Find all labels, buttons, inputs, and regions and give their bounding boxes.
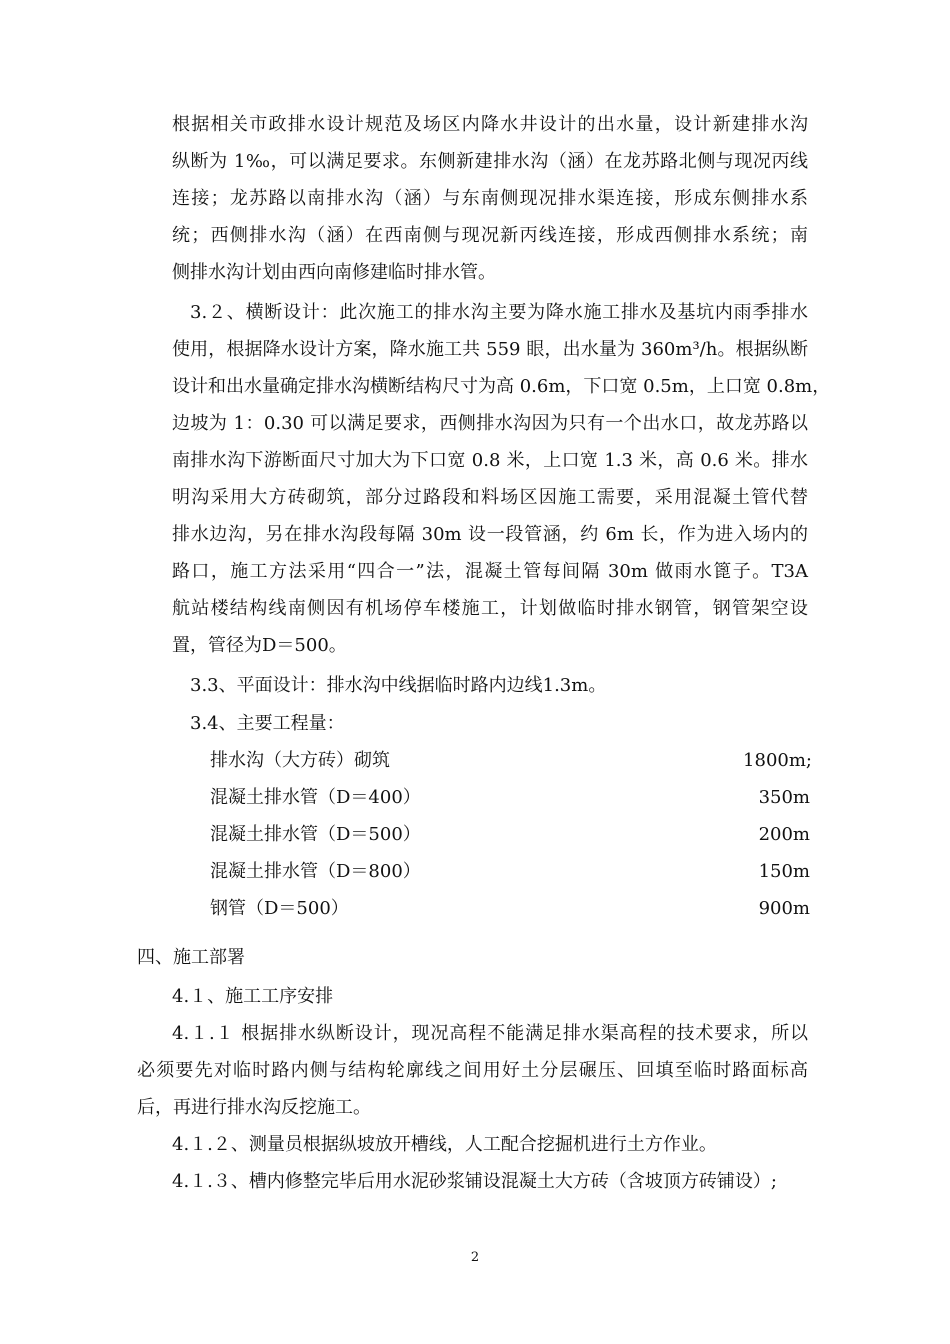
section-4-1-1-line: 必须要先对临时路内侧与结构轮廓线之间用好土分层碾压、回填至临时路面标高 <box>137 1060 808 1081</box>
quantity-item-name: 混凝土排水管（D＝500） <box>210 824 421 845</box>
section-3-2-line: 3.２、横断设计：此次施工的排水沟主要为降水施工排水及基坑内雨季排水 <box>190 302 808 323</box>
quantity-item-value: 1800m; <box>743 750 812 771</box>
quantity-item-name: 混凝土排水管（D＝400） <box>210 787 421 808</box>
section-3-4-title: 3.4、主要工程量： <box>190 713 345 734</box>
section-4-1-1-line: 4.１.１ 根据排水纵断设计，现况高程不能满足排水渠高程的技术要求，所以 <box>172 1023 808 1044</box>
quantity-item-name: 混凝土排水管（D＝800） <box>210 861 421 882</box>
quantity-item-name: 排水沟（大方砖）砌筑 <box>210 750 390 771</box>
quantity-item-value: 200m <box>758 824 810 845</box>
quantity-item-value: 900m <box>758 898 810 919</box>
section-3-2-line: 南排水沟下游断面尺寸加大为下口宽 0.8 米，上口宽 1.3 米，高 0.6 米。排水 <box>172 450 808 471</box>
section-4-heading: 四、施工部署 <box>137 947 245 968</box>
quantity-item-value: 150m <box>758 861 810 882</box>
section-4-1-1-line: 后，再进行排水沟反挖施工。 <box>137 1097 371 1118</box>
section-3-2-line: 设计和出水量确定排水沟横断结构尺寸为高 0.6m，下口宽 0.5m，上口宽 0.8m， <box>172 376 831 397</box>
quantity-item-value: 350m <box>758 787 810 808</box>
quantity-item-name: 钢管（D＝500） <box>210 898 349 919</box>
section-3-2-line: 明沟采用大方砖砌筑，部分过路段和料场区因施工需要，采用混凝土管代替 <box>172 487 808 508</box>
page-number: 2 <box>470 1250 480 1265</box>
paragraph-line: 根据相关市政排水设计规范及场区内降水井设计的出水量，设计新建排水沟 <box>172 114 808 135</box>
section-3-2-line: 边坡为 1：0.30 可以满足要求，西侧排水沟因为只有一个出水口，故龙苏路以 <box>172 413 808 434</box>
section-3-3: 3.3、平面设计：排水沟中线据临时路内边线1.3m。 <box>190 675 607 696</box>
paragraph-line: 连接；龙苏路以南排水沟（涵）与东南侧现况排水渠连接，形成东侧排水系 <box>172 188 808 209</box>
section-3-2-line: 航站楼结构线南侧因有机场停车楼施工，计划做临时排水钢管，钢管架空设 <box>172 598 808 619</box>
section-4-1-3: 4.１.３、槽内修整完毕后用水泥砂浆铺设混凝土大方砖（含坡顶方砖铺设）; <box>172 1171 777 1192</box>
section-4-1-2: 4.１.２、测量员根据纵坡放开槽线，人工配合挖掘机进行土方作业。 <box>172 1134 717 1155</box>
paragraph-line: 统；西侧排水沟（涵）在西南侧与现况新丙线连接，形成西侧排水系统；南 <box>172 225 808 246</box>
section-3-2-line: 排水边沟，另在排水沟段每隔 30m 设一段管涵，约 6m 长，作为进入场内的 <box>172 524 808 545</box>
paragraph-line: 纵断为 1‰，可以满足要求。东侧新建排水沟（涵）在龙苏路北侧与现况丙线 <box>172 151 808 172</box>
section-3-2-line: 使用，根据降水设计方案，降水施工共 559 眼，出水量为 360m³/h。根据纵断 <box>172 339 808 360</box>
paragraph-line: 侧排水沟计划由西向南修建临时排水管。 <box>172 262 496 283</box>
section-4-1-heading: 4.１、施工工序安排 <box>172 986 334 1007</box>
section-3-2-line: 路口，施工方法采用“四合一”法，混凝土管每间隔 30m 做雨水篦子。T3A <box>172 561 808 582</box>
section-3-2-line: 置，管径为D＝500。 <box>172 635 347 656</box>
